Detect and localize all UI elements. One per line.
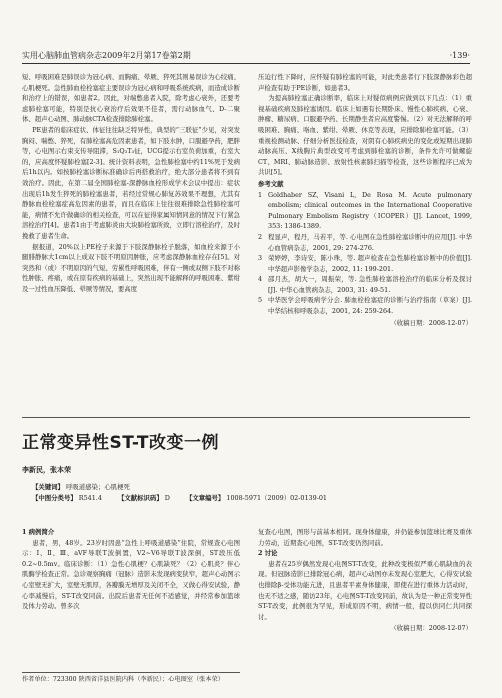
reference-number: 4	[258, 275, 263, 284]
article-right-column	[258, 527, 472, 634]
running-header	[22, 49, 470, 64]
previous-article-right-column	[258, 72, 472, 328]
received-date: （收稿日期：2008-12-07）	[390, 318, 472, 327]
reference-text: 邵月杰，胡大一，周振荣，等. 急性肺栓塞溶栓治疗的临床分析及探讨[J]. 中华心血管病杂志，2003, 31: 49-51.	[268, 275, 472, 294]
article-no-value: 1008-5971（2009）02-0139-01	[226, 494, 327, 502]
reference-text: 程显声，程丹，马若平，等. 心电图在急性肺栓塞诊断中的应用[J]. 中华心血管病杂志，2001, 29: 274-276.	[268, 232, 472, 252]
previous-article-left-column	[22, 72, 240, 294]
clc-value: R541.4	[78, 494, 102, 502]
page-number: ·139·	[449, 51, 470, 60]
case-paragraph: 患者，男，48岁。23岁时因患“急性上呼吸道感染”住院，常规查心电图示：Ⅰ、Ⅱ、Ⅲ、aVF导联T波倒置，V2~V6导联T波深倒，ST段压低0.2~0.5mv。临床诊断：（1）急性心肌梗？心肌缺死？（2）心肌炎？伴心肌酶学检查正常。急诊观察胸痛（冠脉）造影未发现病变狭窄，超声心动图示心室壁无扩大，室壁无肌厚，各瓣膜无增厚及关闭不全，又做心得安试验，静心率减慢后，ST-T改变同前。出院后患者无任何不适感觉，并经常参加篮球及体力劳动。曾多次	[22, 538, 240, 611]
reference-text: Goldhaber SZ, Visani L, De Rosa M. Acute pulmonary embolism; clinical outcomes in the International Cooperative Pulmonary Embolism Registry（ICOPER）[J]. Lancet, 1999, 353: 1386-1389.	[268, 190, 472, 231]
reference-item	[258, 253, 472, 274]
reference-number: 1	[258, 190, 263, 199]
reference-number: 2	[258, 232, 263, 241]
doc-code-value: D	[164, 494, 170, 502]
body-paragraph: 压迫行性下降时，应怀疑有肺栓塞的可能，对此类患者行下肢深静脉彩色超声检查有助于PE诊断，如患者3。	[258, 73, 472, 92]
article-divider	[22, 417, 470, 418]
article-no-label: 【文章编号】	[185, 494, 225, 502]
body-paragraph: 据报道，20%以上PE栓子来源于下肢深静脉栓子脱落，如血栓来源于小腿腓静脉大1cm以上成双下肢不明原因肿胀，应考虑深静脉血栓存在[5]。对突然和（或）不明原因的气短、劳累性呼吸困难，伴有一侧或双侧下肢不对称性肿胀、疼痛，或在原有疾病的基础上，突然出现不能解释的呼吸困难、紫绀及一过性血压降低、晕厥等情况，要高度	[22, 242, 240, 293]
discussion-paragraph: 患者在25岁偶然发现心电图ST-T改变，此种改变极似严重心肌缺血的表现。但冠脉造影已排除冠心病，超声心动图亦未发现心室肥大，心得安试验也排除β-受体功能亢进，且患者平素身体健康，即使在进行重体力活动时，也无不适之感，随访23年，心电图ST-T改变同前，故认为是一种正常变异性ST-T改变，此例很为罕见，形成原因不明，病情一般，提以供同仁共同探讨。	[258, 559, 472, 621]
reference-number: 5	[258, 296, 263, 305]
reference-item	[258, 190, 472, 232]
reference-text: 荣婷婷，李诗安，陈小珠，等. 超声检查在急性肺栓塞诊断中的价值[J]. 中华超声影像学杂志，2002, 11: 199-201.	[268, 254, 472, 273]
reference-text: 中华医学会呼吸病学分会. 肺血栓栓塞症的诊断与治疗指南（草案）[J]. 中华结核和呼吸杂志，2001, 24: 259-264.	[268, 296, 472, 316]
article-authors: 李新民，张本荣	[22, 465, 71, 474]
body-paragraph: 短、呼吸困难是肺误诊为冠心病、而胸痛、晕厥、猝死其则易误诊为心绞痛、心肌梗死。急性肺血栓栓塞症主要误诊为冠心病和呼吸系统疾病，而造成诊断和治疗上的错误，如患者2。因此，对端憋患者入院，除考虑心衰外，还要考虑肺栓塞可能，特别是抗心衰治疗后效果不佳者，需行动脉血气、D-二聚体、超声心动图、肺动脉CTA检查排除肺栓塞。	[22, 73, 240, 124]
reference-item	[258, 232, 472, 253]
references-heading: 参考文献	[258, 179, 284, 188]
section-heading: 2 讨论	[258, 549, 278, 558]
keywords-line	[32, 482, 472, 493]
keywords-value: 呼吸道感染；心肌梗死	[66, 483, 130, 491]
body-paragraph: PE患者的临床症状、体征往往缺乏特异性，典型的“三联征”少见，对突发胸闷、喘憋、猝死，有肺栓塞高危因素患者，如下肢水肿，口服避孕药，肥胖等，心电图示右束支传导阻滞，S₁Q₃T₃征，UCG提示右室负荷加重，右室大的，应高度怀疑肺栓塞[2-3]。统计资料表明，急性肺栓塞中约11%死于发病后1h以内。如按肺栓塞诊断标准确诊后再搭救治疗，绝大部分患者将不到有效治疗。因此，在第二届全国肺栓塞-深静脉血栓形成学术会议中提出：症状出现后1h发生猝死的肺栓塞患者，若经过常规心肺复苏效果不理想，尤其有静脉血栓栓塞症高危因素的患者，而且在临床上往往很难排除急性肺栓塞可能，病情不允许做确诊的相关检查，可以在征得家属知情同意的情况下行紧急溶栓治疗[4]。患者1由于考虑肺炎由大块肺栓塞所致，立即行溶栓治疗，及时挽救了患者生命。	[22, 125, 240, 240]
article-title: 正常变异性ST-T改变一例	[22, 433, 219, 453]
article-left-column	[22, 527, 240, 612]
doc-code-label: 【文献标识码】	[117, 494, 163, 502]
clc-label: 【中图分类号】	[32, 494, 77, 502]
reference-item	[258, 295, 472, 316]
article-metadata	[32, 482, 472, 504]
body-paragraph: 为提高肺栓塞正确诊断率，临床上对疑似病例应做到以下几点：（1）重视基础疾病及肺栓塞诱因。临床上如遇有长期卧床、慢性心肺疾病、心衰、肿瘤、糖尿病、口服避孕药、长期静坐者应高度警惕。（2）对无法解释的呼吸困难、胸痛、咯血、紫绀、晕厥、休克等表现，应排除肺栓塞可能。（3）重视检测动脉、仔细分析医技检查，对阴有心肺疾病史的变化或短期出现肺动脉高压、X线胸片典型改变可考虑到肺栓塞的诊断，条件允许可做螺旋CT、MRI、肺动脉造影、放射性核素肺扫描等检查，这些诊断程序已成为共识[5]。	[258, 94, 472, 177]
reference-item	[258, 274, 472, 295]
body-paragraph: 复查心电图，图形与前基本相同。现身体健康，并仍能参加篮球比赛及重体力劳动，近期查心电图，ST-T改变仍然同前。	[258, 528, 472, 547]
classification-line	[32, 493, 472, 504]
reference-number: 3	[258, 254, 263, 263]
section-heading: 1 病例简介	[22, 528, 55, 536]
journal-name: 实用心脑肺血管病杂志2009年2月第17卷第2期	[22, 51, 191, 60]
author-affiliation-footnote: 作者单位：723300 陕西省洋县医院内科（李新民）；心电图室（张本荣）	[22, 672, 240, 684]
received-date: （收稿日期：2008-12-07）	[390, 624, 472, 633]
keywords-label: 【关键词】	[32, 483, 64, 491]
